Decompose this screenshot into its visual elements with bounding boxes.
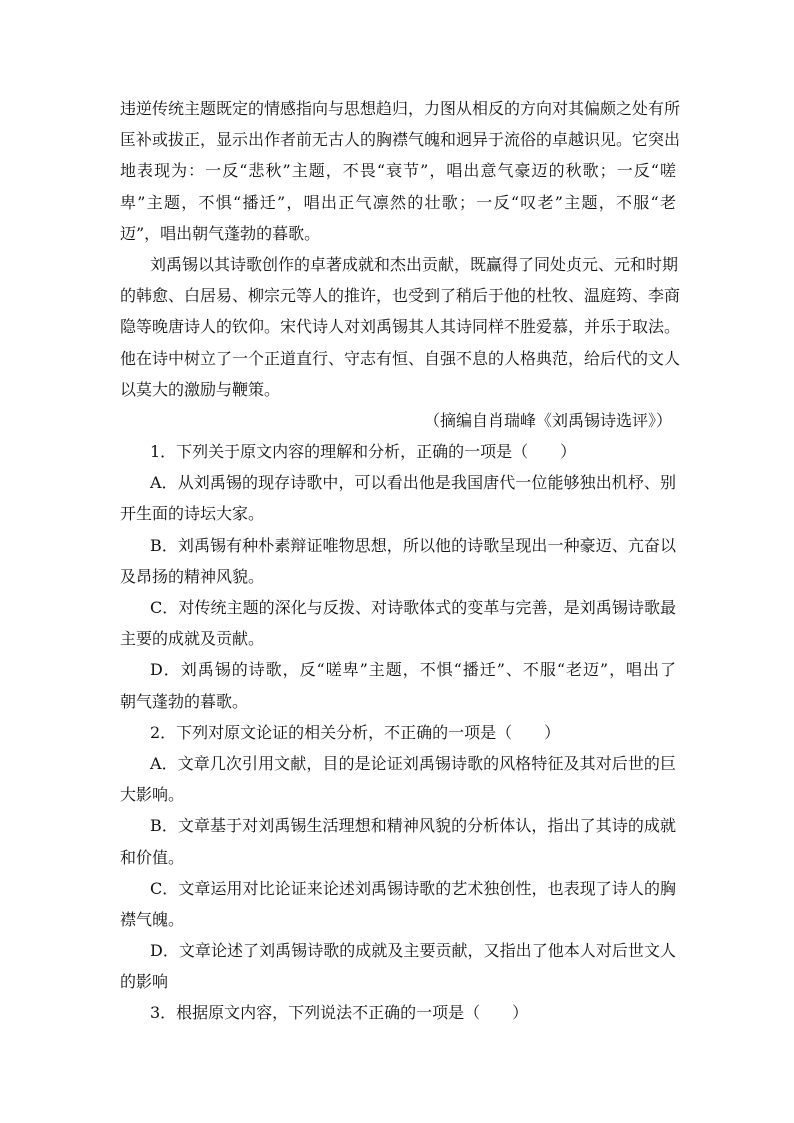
passage-line: 他在诗中树立了一个正道直行、守志有恒、自强不息的人格典范，给后代的文人 — [120, 348, 681, 368]
question-1-option-c: C．对传统主题的深化与反拨、对诗歌体式的变革与完善，是刘禹锡诗歌最 — [150, 598, 676, 617]
question-2-option-c-cont: 襟气魄。 — [120, 909, 185, 929]
passage-line: 刘禹锡以其诗歌创作的卓著成就和杰出贡献，既赢得了同处贞元、元和时期 — [150, 254, 679, 274]
passage-line: 迈”，唱出朝气蓬勃的暮歌。 — [120, 223, 321, 243]
document-page — [120, 93, 681, 1029]
question-2-option-b: B．文章基于对刘禹锡生活理想和精神风貌的分析体认，指出了其诗的成就 — [150, 816, 676, 836]
question-1-option-b-cont: 及昂扬的精神风貌。 — [120, 566, 265, 586]
passage-line: 违逆传统主题既定的情感指向与思想趋归，力图从相反的方向对其偏颇之处有所 — [120, 99, 681, 118]
passage-line: 隐等晚唐诗人的钦仰。宋代诗人对刘禹锡其人其诗同样不胜爱慕，并乐于取法。 — [120, 317, 681, 337]
question-1-option-a: A．从刘禹锡的现存诗歌中，可以看出他是我国唐代一位能够独出机杼、别 — [150, 473, 676, 493]
passage-line: 卑”主题，不惧“播迁”，唱出正气凛然的壮歌；一反“叹老”主题，不服“老 — [120, 192, 676, 212]
question-1-option-d: D．刘禹锡的诗歌，反“嗟卑”主题，不惧“播迁”、不服“老迈”，唱出了 — [150, 660, 676, 680]
passage-line: 地表现为：一反“悲秋”主题，不畏“衰节”，唱出意气豪迈的秋歌；一反“嗟 — [120, 161, 676, 181]
passage-line: 匡补或拔正，显示出作者前无古人的胸襟气魄和迥异于流俗的卓越识见。它突出 — [120, 130, 681, 150]
question-3-stem: 3．根据原文内容，下列说法不正确的一项是（ ） — [150, 1003, 529, 1023]
question-2-option-a: A．文章几次引用文献，目的是论证刘禹锡诗歌的风格特征及其对后世的巨 — [150, 753, 676, 773]
passage-line: 的韩愈、白居易、柳宗元等人的推许，也受到了稍后于他的杜牧、温庭筠、李商 — [120, 286, 681, 306]
passage-line: 以莫大的激励与鞭策。 — [120, 379, 281, 399]
question-2-stem: 2．下列对原文论证的相关分析，不正确的一项是（ ） — [150, 722, 561, 742]
source-citation: （摘编自肖瑞峰《刘禹锡诗选评》） — [423, 410, 672, 430]
question-1-stem: 1．下列关于原文内容的理解和分析，正确的一项是（ ） — [150, 442, 577, 462]
question-2-option-d-cont: 的影响 — [120, 972, 169, 992]
question-2-option-c: C．文章运用对比论证来论述刘禹锡诗歌的艺术独创性，也表现了诗人的胸 — [150, 878, 676, 898]
question-2-option-a-cont: 大影响。 — [120, 785, 185, 805]
question-1-option-c-cont: 主要的成就及贡献。 — [120, 629, 265, 649]
question-2-option-b-cont: 和价值。 — [120, 847, 185, 867]
question-2-option-d: D．文章论述了刘禹锡诗歌的成就及主要贡献，又指出了他本人对后世文人 — [150, 941, 676, 961]
question-1-option-b: B．刘禹锡有种朴素辩证唯物思想，所以他的诗歌呈现出一种豪迈、亢奋以 — [150, 535, 676, 555]
question-1-option-d-cont: 朝气蓬勃的暮歌。 — [120, 691, 249, 711]
question-1-option-a-cont: 开生面的诗坛大家。 — [120, 504, 265, 524]
